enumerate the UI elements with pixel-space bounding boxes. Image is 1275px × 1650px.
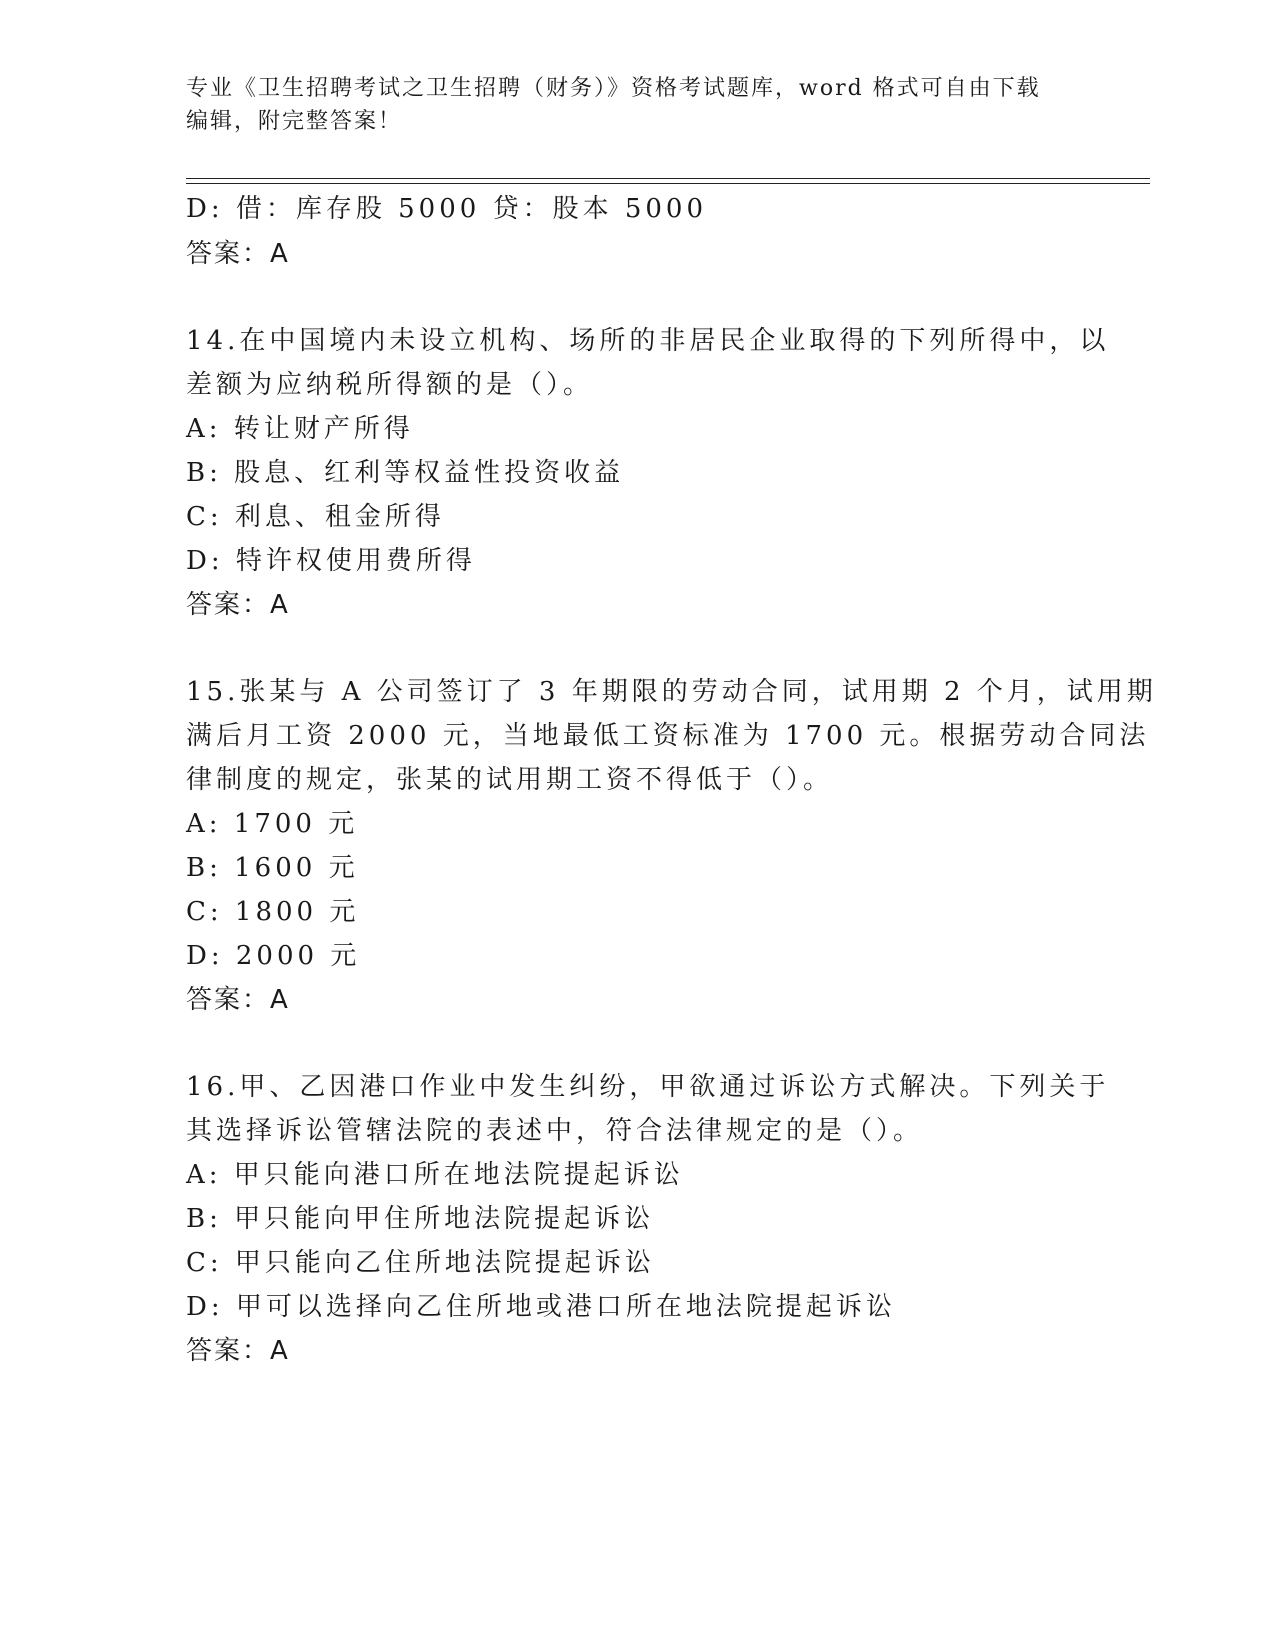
prev-option-d: D: 借：库存股 5000 贷：股本 5000 [186, 194, 708, 224]
q16-stem-line-1: 16.甲、乙因港口作业中发生纠纷，甲欲通过诉讼方式解决。下列关于 [186, 1072, 1110, 1102]
q16-option-d: D: 甲可以选择向乙住所地或港口所在地法院提起诉讼 [186, 1292, 896, 1322]
header-line-1: 专业《卫生招聘考试之卫生招聘（财务）》资格考试题库，word 格式可自由下载 [186, 76, 1041, 101]
q15-option-c: C: 1800 元 [186, 897, 360, 927]
header-divider-top [186, 178, 1150, 179]
q14-answer: 答案：A [186, 590, 290, 620]
q16-option-b: B: 甲只能向甲住所地法院提起诉讼 [186, 1204, 655, 1234]
q14-option-c: C: 利息、租金所得 [186, 502, 445, 532]
q15-option-d: D: 2000 元 [186, 941, 361, 971]
q16-answer: 答案：A [186, 1336, 290, 1366]
prev-answer: 答案：A [186, 239, 290, 269]
q16-stem-line-2: 其选择诉讼管辖法院的表述中，符合法律规定的是（）。 [186, 1116, 924, 1146]
q14-option-a: A: 转让财产所得 [186, 414, 414, 444]
q15-answer: 答案：A [186, 985, 290, 1015]
q14-stem-line-2: 差额为应纳税所得额的是（）。 [186, 370, 594, 400]
q15-option-a: A: 1700 元 [186, 809, 359, 839]
q15-stem-line-2: 满后月工资 2000 元，当地最低工资标准为 1700 元。根据劳动合同法 [186, 721, 1150, 751]
q15-stem-line-3: 律制度的规定，张某的试用期工资不得低于（）。 [186, 765, 834, 795]
q14-option-d: D: 特许权使用费所得 [186, 546, 476, 576]
q14-option-b: B: 股息、红利等权益性投资收益 [186, 458, 625, 488]
q15-option-b: B: 1600 元 [186, 853, 359, 883]
document-header [186, 72, 1086, 138]
q15-stem-line-1: 15.张某与 A 公司签订了 3 年期限的劳动合同，试用期 2 个月，试用期 [186, 677, 1157, 707]
q16-option-a: A: 甲只能向港口所在地法院提起诉讼 [186, 1160, 684, 1190]
header-line-2: 编辑，附完整答案！ [186, 109, 403, 134]
q14-stem-line-1: 14.在中国境内未设立机构、场所的非居民企业取得的下列所得中，以 [186, 326, 1110, 356]
q16-option-c: C: 甲只能向乙住所地法院提起诉讼 [186, 1248, 655, 1278]
header-divider-bottom [186, 183, 1150, 184]
